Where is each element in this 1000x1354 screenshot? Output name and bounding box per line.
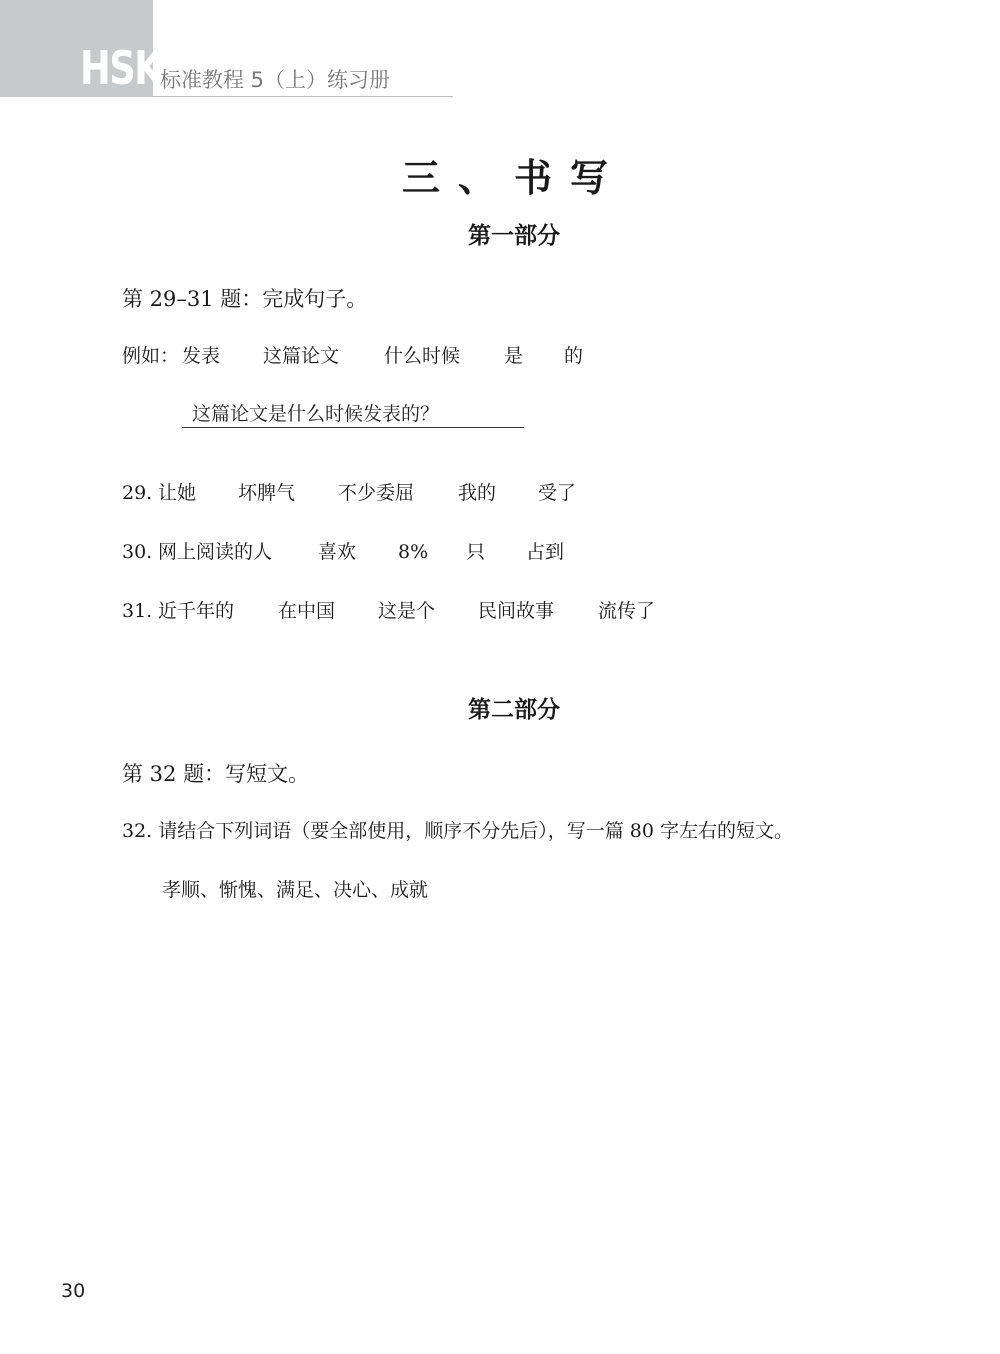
- question-word: 受了: [538, 482, 577, 504]
- question-word: 不少委屈: [338, 482, 415, 504]
- question-word: 我的: [458, 482, 497, 504]
- question-word: 让她: [158, 482, 197, 504]
- book-title: 标准教程 5（上）练习册: [160, 68, 391, 92]
- example-word: 什么时候: [384, 345, 461, 367]
- question-row: [122, 597, 682, 625]
- question-word: 8%: [398, 541, 429, 563]
- question-row: [122, 479, 622, 507]
- question-word: 只: [466, 541, 486, 563]
- question-number: 29.: [122, 482, 153, 504]
- example-answer: 这篇论文是什么时候发表的？: [182, 400, 524, 428]
- example-word: 这篇论文: [263, 345, 340, 367]
- question-word: 占到: [526, 541, 565, 563]
- hsk-logo: HSK: [80, 41, 162, 95]
- example-label: 例如：: [122, 345, 180, 367]
- question-word: 喜欢: [318, 541, 357, 563]
- part2-question: 32. 请结合下列词语（要全部使用，顺序不分先后），写一篇 80 字左右的短文。: [122, 820, 794, 842]
- header-divider: [153, 96, 453, 97]
- part2-instruction: 第 32 题：写短文。: [122, 762, 310, 786]
- question-number: 31.: [122, 600, 153, 622]
- question-word: 坏脾气: [238, 482, 296, 504]
- question-word: 在中国: [278, 600, 336, 622]
- question-number: 30.: [122, 541, 153, 563]
- question-word: 这是个: [378, 600, 436, 622]
- part1-instruction: 第 29–31 题：完成句子。: [122, 287, 368, 311]
- question-word: 网上阅读的人: [158, 541, 273, 563]
- page-number: 30: [61, 1280, 86, 1302]
- question-word: 近千年的: [158, 600, 235, 622]
- part2-title: 第二部分: [468, 696, 560, 723]
- question-row: [122, 538, 622, 566]
- example-word: 的: [564, 345, 584, 367]
- example-word: 发表: [182, 345, 221, 367]
- section-title: 三、书写: [401, 155, 626, 200]
- example-row: [122, 342, 622, 370]
- question-word: 流传了: [598, 600, 656, 622]
- example-word: 是: [504, 345, 524, 367]
- part2-keywords: 孝顺、惭愧、满足、决心、成就: [162, 879, 429, 901]
- part1-title: 第一部分: [468, 222, 560, 249]
- question-word: 民间故事: [478, 600, 555, 622]
